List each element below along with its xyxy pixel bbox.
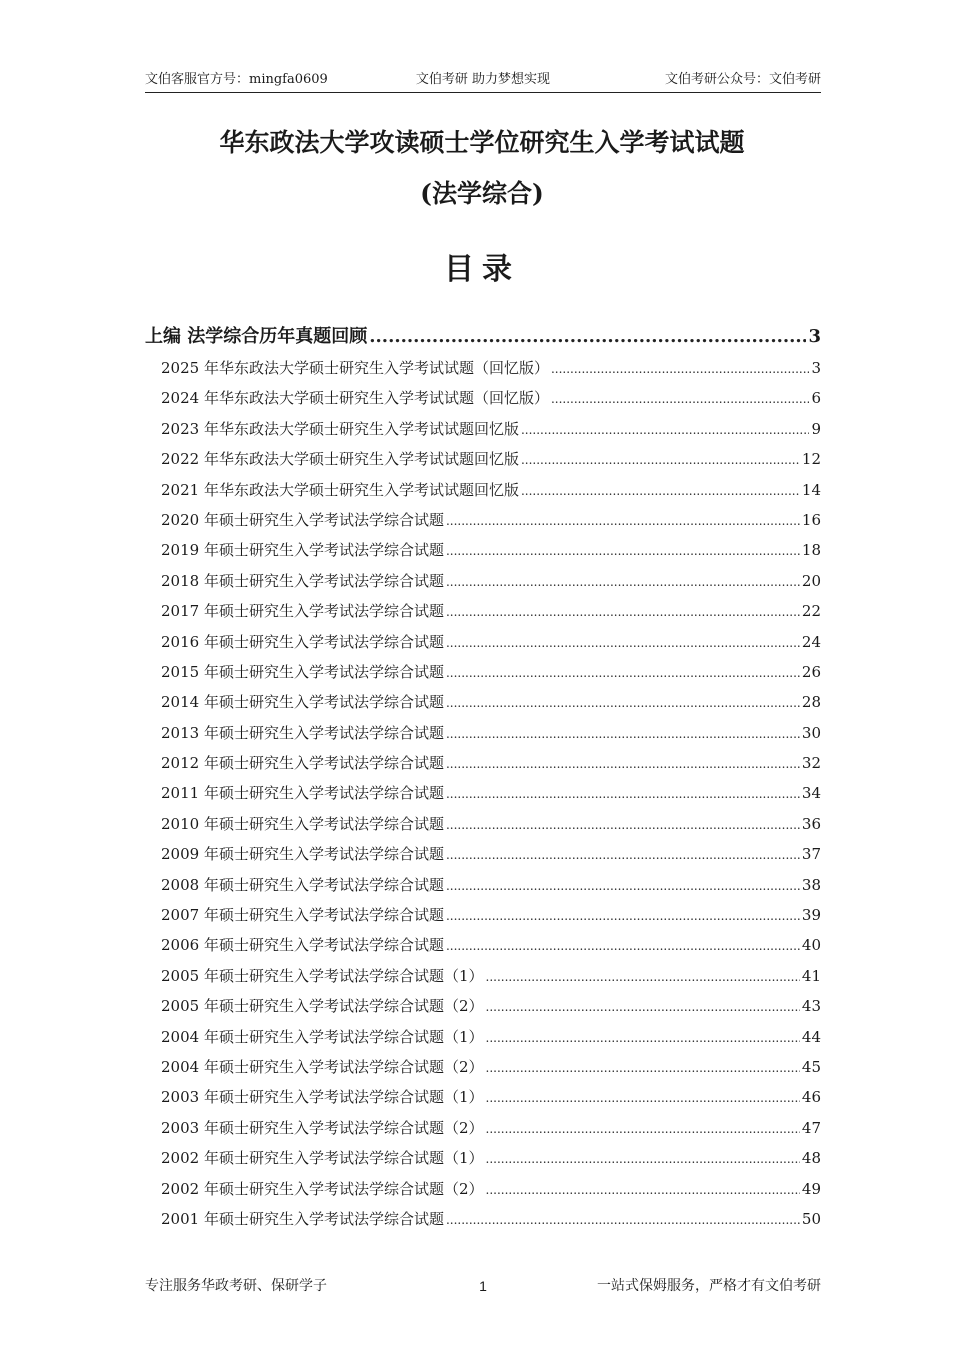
toc-leader-dots bbox=[446, 810, 800, 839]
toc-entry[interactable] bbox=[145, 778, 821, 808]
toc-entry[interactable] bbox=[145, 809, 821, 839]
toc-entry-label: 2020 年硕士研究生入学考试法学综合试题 bbox=[161, 510, 444, 529]
toc-entry-label: 2007 年硕士研究生入学考试法学综合试题 bbox=[161, 906, 444, 925]
toc-leader-dots bbox=[369, 323, 806, 351]
page-number: 1 bbox=[479, 1278, 487, 1294]
toc-entry-label: 2021 年华东政法大学硕士研究生入学考试试题回忆版 bbox=[161, 480, 519, 499]
toc-item-list bbox=[145, 353, 821, 1234]
toc-entry-page: 48 bbox=[801, 1149, 821, 1168]
toc-entry[interactable] bbox=[145, 444, 821, 474]
toc-leader-dots bbox=[486, 962, 800, 991]
toc-entry[interactable] bbox=[145, 475, 821, 505]
toc-entry-label: 2001 年硕士研究生入学考试法学综合试题 bbox=[161, 1209, 444, 1228]
toc-entry-label: 2008 年硕士研究生入学考试法学综合试题 bbox=[161, 875, 444, 894]
toc-entry-label: 2005 年硕士研究生入学考试法学综合试题（1） bbox=[161, 966, 484, 985]
toc-leader-dots bbox=[446, 719, 800, 748]
toc-entry-label: 2022 年华东政法大学硕士研究生入学考试试题回忆版 bbox=[161, 450, 519, 469]
toc-entry-page: 47 bbox=[801, 1118, 821, 1137]
toc-entry-page: 41 bbox=[801, 966, 821, 985]
toc-leader-dots bbox=[446, 506, 800, 535]
toc-entry[interactable] bbox=[145, 627, 821, 657]
toc-leader-dots bbox=[446, 779, 800, 808]
toc-entry[interactable] bbox=[145, 687, 821, 717]
toc-leader-dots bbox=[486, 992, 800, 1021]
header-left-text: 文伯客服官方号：mingfa0609 bbox=[145, 72, 328, 87]
toc-entry[interactable] bbox=[145, 1113, 821, 1143]
toc-part-page: 3 bbox=[808, 326, 821, 347]
toc-entry[interactable] bbox=[145, 930, 821, 960]
toc-entry-label: 2012 年硕士研究生入学考试法学综合试题 bbox=[161, 754, 444, 773]
toc-entry-page: 26 bbox=[801, 662, 821, 681]
toc-entry-page: 45 bbox=[801, 1057, 821, 1076]
toc-leader-dots bbox=[446, 658, 800, 687]
toc-entry-label: 2017 年硕士研究生入学考试法学综合试题 bbox=[161, 602, 444, 621]
toc-entry[interactable] bbox=[145, 353, 821, 383]
toc-entry-page: 24 bbox=[801, 632, 821, 651]
toc-entry-label: 2023 年华东政法大学硕士研究生入学考试试题回忆版 bbox=[161, 419, 519, 438]
toc-leader-dots bbox=[446, 931, 800, 960]
toc-entry-label: 2004 年硕士研究生入学考试法学综合试题（1） bbox=[161, 1027, 484, 1046]
toc-entry-page: 6 bbox=[811, 389, 821, 408]
toc-entry-label: 2024 年华东政法大学硕士研究生入学考试试题（回忆版） bbox=[161, 389, 549, 408]
toc-entry[interactable] bbox=[145, 839, 821, 869]
toc-leader-dots bbox=[521, 415, 810, 444]
toc-entry-page: 28 bbox=[801, 693, 821, 712]
toc-entry-page: 46 bbox=[801, 1088, 821, 1107]
toc-leader-dots bbox=[446, 840, 800, 869]
toc-entry-page: 36 bbox=[801, 814, 821, 833]
toc-entry-label: 2019 年硕士研究生入学考试法学综合试题 bbox=[161, 541, 444, 560]
toc-part-entry[interactable] bbox=[145, 323, 821, 351]
toc-entry-page: 22 bbox=[801, 602, 821, 621]
toc-entry[interactable] bbox=[145, 1143, 821, 1173]
toc-entry[interactable] bbox=[145, 718, 821, 748]
toc-entry-label: 2009 年硕士研究生入学考试法学综合试题 bbox=[161, 845, 444, 864]
toc-leader-dots bbox=[446, 749, 800, 778]
toc-entry-page: 16 bbox=[801, 510, 821, 529]
toc-leader-dots bbox=[521, 445, 800, 474]
toc-leader-dots bbox=[486, 1144, 800, 1173]
page-header bbox=[145, 70, 821, 93]
table-of-contents bbox=[145, 323, 821, 1234]
toc-leader-dots bbox=[521, 476, 800, 505]
toc-entry[interactable] bbox=[145, 1204, 821, 1234]
toc-entry-page: 18 bbox=[801, 541, 821, 560]
toc-entry-page: 32 bbox=[801, 754, 821, 773]
toc-entry-label: 2014 年硕士研究生入学考试法学综合试题 bbox=[161, 693, 444, 712]
toc-leader-dots bbox=[446, 597, 800, 626]
toc-entry-page: 12 bbox=[801, 450, 821, 469]
toc-entry-label: 2002 年硕士研究生入学考试法学综合试题（1） bbox=[161, 1149, 484, 1168]
footer-right-text: 一站式保姆服务，严格才有文伯考研 bbox=[597, 1278, 821, 1294]
toc-entry-page: 49 bbox=[801, 1179, 821, 1198]
toc-entry-page: 20 bbox=[801, 571, 821, 590]
toc-entry[interactable] bbox=[145, 1022, 821, 1052]
toc-entry[interactable] bbox=[145, 596, 821, 626]
toc-entry[interactable] bbox=[145, 414, 821, 444]
toc-entry-page: 38 bbox=[801, 875, 821, 894]
document-title: 华东政法大学攻读硕士学位研究生入学考试试题 bbox=[219, 128, 745, 157]
page-footer bbox=[145, 1276, 821, 1298]
toc-entry-page: 43 bbox=[801, 997, 821, 1016]
toc-leader-dots bbox=[446, 1205, 800, 1234]
toc-leader-dots bbox=[446, 536, 800, 565]
toc-leader-dots bbox=[486, 1083, 800, 1112]
document-subtitle: (法学综合) bbox=[420, 179, 544, 208]
toc-entry-page: 34 bbox=[801, 784, 821, 803]
toc-leader-dots bbox=[551, 384, 810, 413]
toc-entry-label: 2010 年硕士研究生入学考试法学综合试题 bbox=[161, 814, 444, 833]
toc-entry[interactable] bbox=[145, 657, 821, 687]
toc-entry-page: 30 bbox=[801, 723, 821, 742]
toc-leader-dots bbox=[446, 567, 800, 596]
toc-entry-label: 2005 年硕士研究生入学考试法学综合试题（2） bbox=[161, 997, 484, 1016]
toc-entry[interactable] bbox=[145, 383, 821, 413]
toc-entry-page: 3 bbox=[811, 359, 821, 377]
toc-entry-label: 2003 年硕士研究生入学考试法学综合试题（1） bbox=[161, 1088, 484, 1107]
toc-leader-dots bbox=[486, 1175, 800, 1204]
toc-leader-dots bbox=[551, 354, 810, 383]
toc-heading: 目录 bbox=[444, 252, 520, 287]
toc-entry[interactable] bbox=[145, 870, 821, 900]
toc-entry[interactable] bbox=[145, 1082, 821, 1112]
toc-entry-label: 2003 年硕士研究生入学考试法学综合试题（2） bbox=[161, 1118, 484, 1137]
toc-entry-label: 2004 年硕士研究生入学考试法学综合试题（2） bbox=[161, 1057, 484, 1076]
toc-entry-label: 2015 年硕士研究生入学考试法学综合试题 bbox=[161, 662, 444, 681]
toc-entry[interactable] bbox=[145, 900, 821, 930]
toc-part-label: 上编 法学综合历年真题回顾 bbox=[145, 326, 368, 347]
toc-entry[interactable] bbox=[145, 566, 821, 596]
toc-leader-dots bbox=[486, 1053, 800, 1082]
toc-entry-page: 44 bbox=[801, 1027, 821, 1046]
toc-entry-page: 9 bbox=[811, 419, 821, 438]
toc-entry-label: 2025 年华东政法大学硕士研究生入学考试试题（回忆版） bbox=[161, 359, 549, 377]
toc-entry-label: 2011 年硕士研究生入学考试法学综合试题 bbox=[161, 784, 444, 803]
toc-leader-dots bbox=[446, 901, 800, 930]
toc-entry-label: 2016 年硕士研究生入学考试法学综合试题 bbox=[161, 632, 444, 651]
toc-entry-label: 2018 年硕士研究生入学考试法学综合试题 bbox=[161, 571, 444, 590]
toc-entry-label: 2013 年硕士研究生入学考试法学综合试题 bbox=[161, 723, 444, 742]
toc-entry-page: 50 bbox=[801, 1209, 821, 1228]
toc-entry[interactable] bbox=[145, 961, 821, 991]
toc-entry-page: 40 bbox=[801, 936, 821, 955]
toc-leader-dots bbox=[486, 1023, 800, 1052]
toc-leader-dots bbox=[446, 871, 800, 900]
toc-leader-dots bbox=[446, 628, 800, 657]
toc-entry[interactable] bbox=[145, 1174, 821, 1204]
toc-entry-page: 14 bbox=[801, 480, 821, 499]
header-center-text: 文伯考研 助力梦想实现 bbox=[415, 72, 551, 87]
toc-leader-dots bbox=[486, 1114, 800, 1143]
header-right-text: 文伯考研公众号：文伯考研 bbox=[664, 72, 821, 87]
toc-entry[interactable] bbox=[145, 991, 821, 1021]
toc-entry-page: 39 bbox=[801, 906, 821, 925]
toc-leader-dots bbox=[446, 688, 800, 717]
toc-entry-label: 2006 年硕士研究生入学考试法学综合试题 bbox=[161, 936, 444, 955]
toc-entry[interactable] bbox=[145, 748, 821, 778]
toc-entry[interactable] bbox=[145, 535, 821, 565]
toc-entry-label: 2002 年硕士研究生入学考试法学综合试题（2） bbox=[161, 1179, 484, 1198]
toc-entry-page: 37 bbox=[801, 845, 821, 864]
toc-entry[interactable] bbox=[145, 1052, 821, 1082]
footer-left-text: 专注服务华政考研、保研学子 bbox=[145, 1278, 327, 1294]
toc-entry[interactable] bbox=[145, 505, 821, 535]
